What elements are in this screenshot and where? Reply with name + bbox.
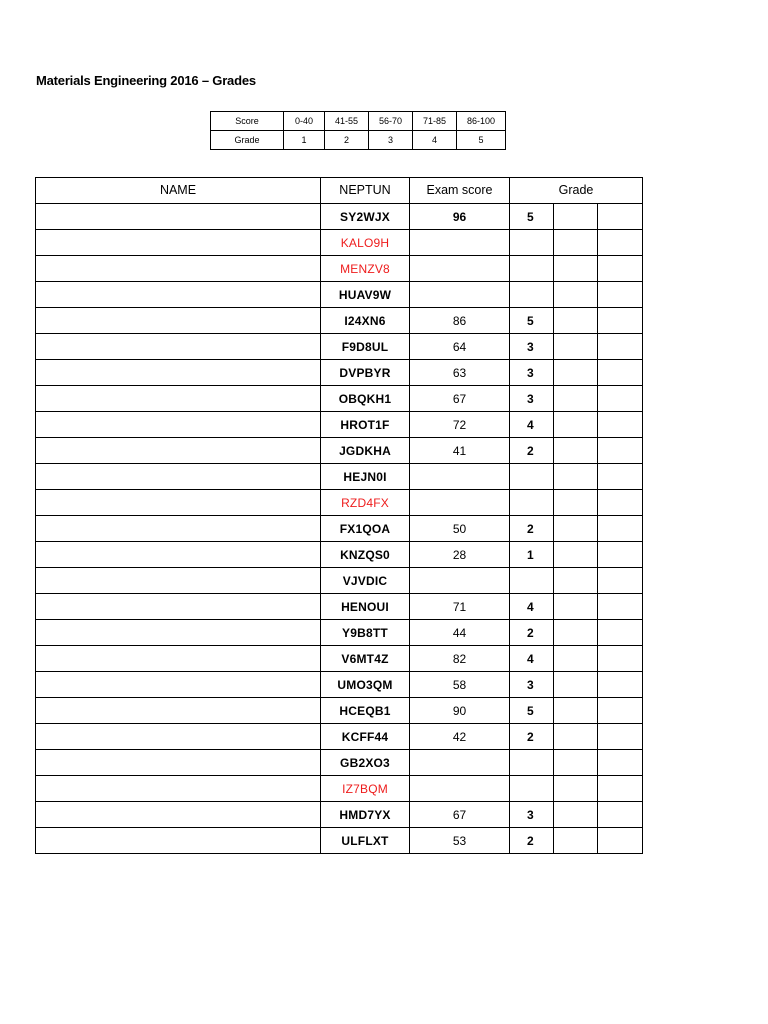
grade-header: Grade: [510, 178, 643, 204]
table-row: [36, 438, 643, 464]
neptun-cell: JGDKHA: [321, 438, 410, 464]
neptun-cell: KCFF44: [321, 724, 410, 750]
grade-cell: [510, 282, 554, 308]
grades-table: [35, 177, 643, 854]
table-row: [36, 776, 643, 802]
extra-cell: [554, 490, 598, 516]
extra-cell: [554, 802, 598, 828]
table-row: [36, 412, 643, 438]
grade-cell: 2: [510, 516, 554, 542]
extra-cell: [554, 672, 598, 698]
extra-cell: [598, 828, 643, 854]
grade-cell: 3: [510, 802, 554, 828]
table-row: [36, 594, 643, 620]
score-range: 86-100: [457, 112, 506, 131]
name-cell: [36, 724, 321, 750]
neptun-cell: HUAV9W: [321, 282, 410, 308]
extra-cell: [598, 646, 643, 672]
extra-cell: [598, 594, 643, 620]
extra-cell: [554, 646, 598, 672]
name-cell: [36, 750, 321, 776]
name-cell: [36, 334, 321, 360]
exam-score-cell: 28: [410, 542, 510, 568]
name-cell: [36, 698, 321, 724]
exam-score-cell: [410, 568, 510, 594]
name-cell: [36, 490, 321, 516]
exam-score-cell: 86: [410, 308, 510, 334]
name-cell: [36, 464, 321, 490]
name-cell: [36, 542, 321, 568]
neptun-cell: HMD7YX: [321, 802, 410, 828]
score-range: 41-55: [325, 112, 369, 131]
table-row: [36, 828, 643, 854]
neptun-cell: UMO3QM: [321, 672, 410, 698]
exam-score-cell: [410, 490, 510, 516]
neptun-cell: KALO9H: [321, 230, 410, 256]
name-cell: [36, 776, 321, 802]
grade-cell: 4: [510, 594, 554, 620]
neptun-cell: SY2WJX: [321, 204, 410, 230]
extra-cell: [598, 516, 643, 542]
name-cell: [36, 282, 321, 308]
neptun-cell: VJVDIC: [321, 568, 410, 594]
exam-score-cell: [410, 282, 510, 308]
table-row: [36, 204, 643, 230]
grade-value-row: [211, 131, 506, 150]
extra-cell: [598, 620, 643, 646]
score-range: 56-70: [369, 112, 413, 131]
name-header: NAME: [36, 178, 321, 204]
neptun-cell: HCEQB1: [321, 698, 410, 724]
neptun-cell: RZD4FX: [321, 490, 410, 516]
extra-cell: [554, 386, 598, 412]
exam-score-cell: [410, 464, 510, 490]
grade-cell: [510, 776, 554, 802]
name-cell: [36, 828, 321, 854]
neptun-cell: HEJN0I: [321, 464, 410, 490]
table-row: [36, 282, 643, 308]
exam-score-cell: 63: [410, 360, 510, 386]
grade-value: 3: [369, 131, 413, 150]
extra-cell: [598, 750, 643, 776]
table-row: [36, 750, 643, 776]
grade-cell: 3: [510, 386, 554, 412]
grade-cell: 4: [510, 646, 554, 672]
extra-cell: [554, 256, 598, 282]
table-row: [36, 308, 643, 334]
name-cell: [36, 802, 321, 828]
extra-cell: [554, 282, 598, 308]
name-cell: [36, 412, 321, 438]
grade-cell: [510, 568, 554, 594]
neptun-header: NEPTUN: [321, 178, 410, 204]
grade-cell: [510, 490, 554, 516]
table-row: [36, 256, 643, 282]
score-range: 0-40: [284, 112, 325, 131]
exam-score-header: Exam score: [410, 178, 510, 204]
table-row: [36, 360, 643, 386]
neptun-cell: IZ7BQM: [321, 776, 410, 802]
neptun-cell: HROT1F: [321, 412, 410, 438]
grade-value: 4: [413, 131, 457, 150]
extra-cell: [554, 724, 598, 750]
table-row: [36, 646, 643, 672]
extra-cell: [554, 594, 598, 620]
score-range: 71-85: [413, 112, 457, 131]
table-row: [36, 516, 643, 542]
extra-cell: [598, 256, 643, 282]
table-row: [36, 464, 643, 490]
name-cell: [36, 646, 321, 672]
name-cell: [36, 672, 321, 698]
extra-cell: [598, 386, 643, 412]
neptun-cell: GB2XO3: [321, 750, 410, 776]
extra-cell: [598, 230, 643, 256]
neptun-cell: FX1QOA: [321, 516, 410, 542]
name-cell: [36, 308, 321, 334]
extra-cell: [598, 360, 643, 386]
table-row: [36, 802, 643, 828]
extra-cell: [554, 516, 598, 542]
extra-cell: [598, 334, 643, 360]
exam-score-cell: 72: [410, 412, 510, 438]
extra-cell: [598, 698, 643, 724]
grade-cell: 2: [510, 620, 554, 646]
grade-cell: 5: [510, 308, 554, 334]
extra-cell: [598, 802, 643, 828]
grade-cell: [510, 230, 554, 256]
neptun-cell: KNZQS0: [321, 542, 410, 568]
grade-cell: [510, 256, 554, 282]
table-row: [36, 334, 643, 360]
exam-score-cell: 67: [410, 386, 510, 412]
extra-cell: [554, 620, 598, 646]
table-row: [36, 724, 643, 750]
extra-cell: [598, 464, 643, 490]
neptun-cell: OBQKH1: [321, 386, 410, 412]
extra-cell: [554, 230, 598, 256]
exam-score-cell: 71: [410, 594, 510, 620]
extra-cell: [554, 334, 598, 360]
extra-cell: [554, 464, 598, 490]
extra-cell: [554, 698, 598, 724]
neptun-cell: I24XN6: [321, 308, 410, 334]
exam-score-cell: [410, 750, 510, 776]
grades-body: [36, 204, 643, 854]
grade-cell: 2: [510, 724, 554, 750]
table-row: [36, 698, 643, 724]
grade-cell: 5: [510, 698, 554, 724]
neptun-cell: MENZV8: [321, 256, 410, 282]
extra-cell: [598, 568, 643, 594]
grade-cell: 4: [510, 412, 554, 438]
extra-cell: [554, 412, 598, 438]
exam-score-cell: [410, 256, 510, 282]
exam-score-cell: 96: [410, 204, 510, 230]
exam-score-cell: 64: [410, 334, 510, 360]
grade-cell: 3: [510, 672, 554, 698]
extra-cell: [598, 412, 643, 438]
neptun-cell: V6MT4Z: [321, 646, 410, 672]
table-row: [36, 620, 643, 646]
grade-cell: 3: [510, 360, 554, 386]
exam-score-cell: 67: [410, 802, 510, 828]
extra-cell: [598, 438, 643, 464]
exam-score-cell: 50: [410, 516, 510, 542]
exam-score-cell: 41: [410, 438, 510, 464]
exam-score-cell: 42: [410, 724, 510, 750]
name-cell: [36, 438, 321, 464]
name-cell: [36, 256, 321, 282]
extra-cell: [554, 204, 598, 230]
grade-cell: [510, 750, 554, 776]
extra-cell: [554, 542, 598, 568]
grade-cell: 5: [510, 204, 554, 230]
extra-cell: [598, 724, 643, 750]
exam-score-cell: 53: [410, 828, 510, 854]
grade-cell: 1: [510, 542, 554, 568]
neptun-cell: F9D8UL: [321, 334, 410, 360]
neptun-cell: Y9B8TT: [321, 620, 410, 646]
extra-cell: [598, 542, 643, 568]
grade-scale-table: [210, 111, 506, 150]
exam-score-cell: [410, 776, 510, 802]
header-row: [36, 178, 643, 204]
exam-score-cell: 90: [410, 698, 510, 724]
page-title: Materials Engineering 2016 – Grades: [36, 73, 256, 88]
grade-value: 1: [284, 131, 325, 150]
extra-cell: [554, 438, 598, 464]
name-cell: [36, 230, 321, 256]
extra-cell: [554, 568, 598, 594]
name-cell: [36, 568, 321, 594]
extra-cell: [554, 308, 598, 334]
extra-cell: [554, 776, 598, 802]
table-row: [36, 542, 643, 568]
grade-value: 5: [457, 131, 506, 150]
extra-cell: [598, 204, 643, 230]
grade-cell: 2: [510, 438, 554, 464]
table-row: [36, 230, 643, 256]
extra-cell: [598, 776, 643, 802]
score-label: Score: [211, 112, 284, 131]
name-cell: [36, 594, 321, 620]
name-cell: [36, 516, 321, 542]
exam-score-cell: 58: [410, 672, 510, 698]
extra-cell: [598, 490, 643, 516]
grade-cell: 3: [510, 334, 554, 360]
extra-cell: [598, 308, 643, 334]
score-range-row: [211, 112, 506, 131]
exam-score-cell: 44: [410, 620, 510, 646]
name-cell: [36, 360, 321, 386]
extra-cell: [598, 282, 643, 308]
neptun-cell: ULFLXT: [321, 828, 410, 854]
table-row: [36, 672, 643, 698]
grade-cell: 2: [510, 828, 554, 854]
neptun-cell: HENOUI: [321, 594, 410, 620]
neptun-cell: DVPBYR: [321, 360, 410, 386]
grade-label: Grade: [211, 131, 284, 150]
name-cell: [36, 204, 321, 230]
extra-cell: [554, 360, 598, 386]
name-cell: [36, 386, 321, 412]
name-cell: [36, 620, 321, 646]
exam-score-cell: 82: [410, 646, 510, 672]
table-row: [36, 386, 643, 412]
extra-cell: [554, 828, 598, 854]
extra-cell: [598, 672, 643, 698]
extra-cell: [554, 750, 598, 776]
grade-cell: [510, 464, 554, 490]
table-row: [36, 490, 643, 516]
table-row: [36, 568, 643, 594]
grade-value: 2: [325, 131, 369, 150]
exam-score-cell: [410, 230, 510, 256]
